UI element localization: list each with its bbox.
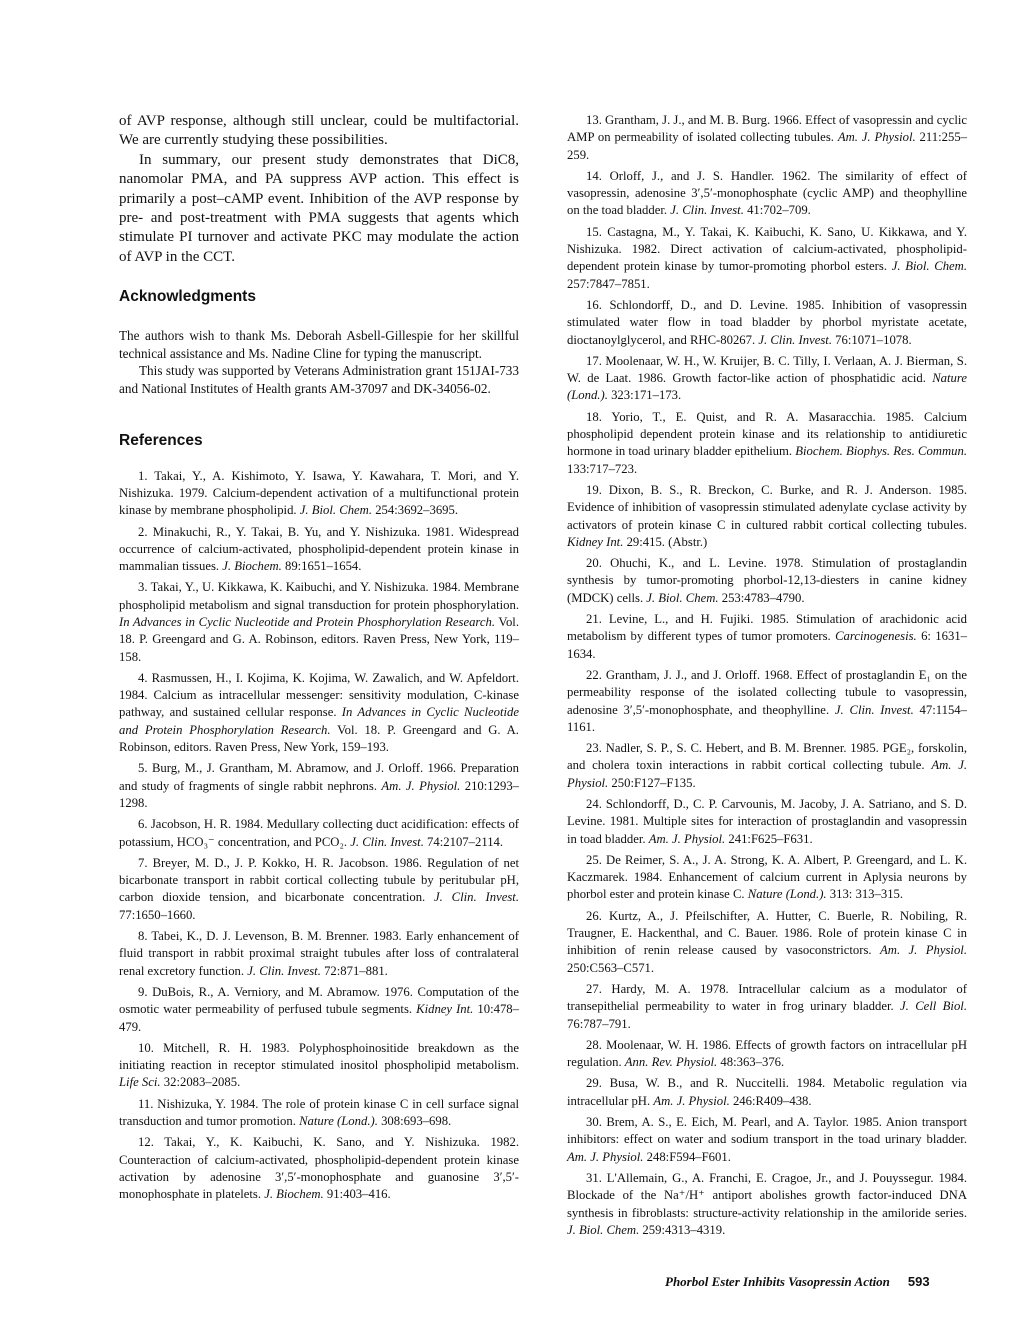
reference-journal: Life Sci. [119, 1075, 161, 1090]
funding-paragraph: This study was supported by Veterans Administration grant 151JAI-733 and National Institutes of Health grants AM-37097 and DK-34056-02. [119, 363, 519, 397]
reference-text: Jacobson, H. R. 1984. Medullary collecting duct acidification: effects of potassium, HCO₃⁻ concentration, and PCO₂. [119, 817, 520, 849]
reference-item [567, 981, 967, 1033]
reference-citation: 76:787–791. [567, 1016, 631, 1031]
reference-text: Castagna, M., Y. Takai, K. Kaibuchi, K. Sano, U. Kikkawa, and Y. Nishizuka. 1982. Direct activation of calcium-activated, phospholipid-dependent protein kinase by tumor-promoting phorbol esters. [567, 224, 967, 274]
left-column [119, 112, 519, 1208]
reference-journal: J. Clin. Invest. [670, 203, 744, 218]
reference-citation: 89:1651–1654. [284, 559, 362, 574]
reference-journal: Kidney Int. [567, 534, 624, 549]
reference-journal: J. Cell Biol. [900, 999, 968, 1014]
reference-citation: 257:7847–7851. [567, 276, 650, 291]
reference-journal: Am. J. Physiol. [880, 943, 968, 958]
reference-number: 7. [138, 855, 148, 870]
reference-citation: 47:1154–1161. [567, 702, 967, 734]
reference-citation: 48:363–376. [720, 1055, 785, 1070]
reference-item [119, 670, 519, 756]
reference-journal: J. Clin. Invest. [350, 834, 424, 849]
reference-number: 21. [586, 612, 602, 627]
reference-item [567, 1075, 967, 1110]
reference-citation: 323:171–173. [611, 388, 682, 403]
reference-journal: In Advances in Cyclic Nucleotide and Protein Phosphorylation Research. [119, 705, 519, 737]
reference-item [567, 112, 967, 164]
reference-number: 8. [138, 929, 148, 944]
reference-citation: 91:403–416. [326, 1187, 391, 1202]
reference-text: Kurtz, A., J. Pfeilschifter, A. Hutter, C. Buerle, R. Nobiling, R. Traugner, E. Hackenthal, and C. Bauer. 1986. Role of protein kinase C in inhibition of renin release caused by vasoconstrictors. [567, 908, 967, 958]
reference-journal: Nature (Lond.). [747, 887, 827, 902]
reference-text: Grantham, J. J., and J. Orloff. 1968. Effect of prostaglandin E₁ on the permeability response of the isolated collecting tubule to vasopressin, adenosine 3′,5′-monophosphate, and theophylline. [567, 667, 968, 717]
reference-citation: 254:3692–3695. [375, 503, 459, 518]
reference-text: De Reimer, S. A., J. A. Strong, K. A. Albert, P. Greengard, and L. K. Kaczmarek. 1984. Enhancement of calcium current in Aplysia neurons by phorbol ester and protein kinase C. [567, 852, 968, 902]
reference-item [567, 908, 967, 977]
reference-citation: 211:255–259. [567, 130, 968, 162]
reference-citation: 248:F594–F601. [646, 1149, 731, 1164]
reference-item [119, 816, 519, 851]
reference-journal: J. Clin. Invest. [434, 890, 519, 905]
reference-number: 13. [586, 113, 602, 127]
running-title: Phorbol Ester Inhibits Vasopressin Action [665, 1274, 890, 1289]
reference-number: 20. [586, 556, 602, 571]
reference-journal: J. Biol. Chem. [891, 259, 967, 274]
reference-citation: 74:2107–2114. [427, 834, 504, 849]
reference-item [567, 168, 967, 220]
reference-journal: J. Biol. Chem. [299, 503, 373, 518]
reference-citation: 241:F625–F631. [728, 831, 813, 846]
reference-number: 18. [586, 409, 602, 424]
reference-number: 9. [138, 984, 148, 999]
reference-number: 27. [586, 981, 602, 996]
reference-journal: J. Clin. Invest. [834, 702, 914, 717]
page-footer [665, 1274, 965, 1290]
reference-number: 29. [586, 1076, 602, 1091]
reference-journal: Nature (Lond.). [299, 1114, 378, 1129]
acknowledgments-paragraph: The authors wish to thank Ms. Deborah Asbell-Gillespie for her skillful technical assistance and Ms. Nadine Cline for typing the manuscript. [119, 328, 519, 361]
reference-item [119, 1040, 519, 1092]
reference-item [567, 852, 967, 904]
reference-text: Schlondorff, D., and D. Levine. 1985. Inhibition of vasopressin stimulated water flow in toad bladder by phorbol myristate acetate, dioctanoylglycerol, and RHC-80267. [567, 297, 968, 347]
reference-citation: 41:702–709. [747, 203, 811, 218]
reference-citation: 10:478–479. [119, 1002, 519, 1034]
reference-journal: J. Biochem. [264, 1187, 324, 1202]
reference-journal: Biochem. Biophys. Res. Commun. [795, 444, 967, 459]
reference-citation: 76:1071–1078. [835, 332, 912, 347]
reference-item [567, 611, 967, 663]
reference-citation: 313: 313–315. [829, 887, 904, 902]
reference-number: 2. [138, 524, 148, 539]
reference-item [567, 796, 967, 848]
reference-number: 25. [586, 852, 602, 867]
reference-number: 4. [138, 670, 148, 685]
reference-text: Tabei, K., D. J. Levenson, B. M. Brenner. 1983. Early enhancement of fluid transport in rabbit proximal straight tubules after loss of contralateral renal excretory function. [119, 929, 519, 978]
reference-text: Takai, Y., U. Kikkawa, K. Kaibuchi, and Y. Nishizuka. 1984. Membrane phospholipid metabolism and signal transduction for protein phosphorylation. [119, 580, 519, 612]
reference-text: Takai, Y., A. Kishimoto, Y. Isawa, Y. Kawahara, T. Mori, and Y. Nishizuka. 1979. Calcium-dependent activation of a multifunctional protein kinase by membrane phospholipid. [119, 468, 519, 518]
reference-item [119, 928, 519, 980]
reference-citation: 32:2083–2085. [163, 1075, 241, 1090]
reference-citation: 259:4313–4319. [642, 1222, 726, 1237]
reference-citation: 250:C563–C571. [567, 960, 655, 975]
reference-citation: 133:717–723. [567, 461, 638, 476]
reference-item [567, 740, 967, 792]
reference-item [567, 1037, 967, 1072]
reference-text: L'Allemain, G., A. Franchi, E. Cragoe, Jr., and J. Pouyssegur. 1984. Blockade of the Na⁺/H⁺ antiport abolishes growth factor-induced DNA synthesis in fibroblasts: structure-activity relationship in the amiloride series. [567, 1170, 968, 1220]
reference-number: 28. [586, 1037, 602, 1052]
reference-citation: Vol. 18. P. Greengard and G. A. Robinson, editors. Raven Press, New York, 159–193. [119, 722, 519, 755]
reference-journal: J. Biol. Chem. [567, 1222, 640, 1237]
reference-citation: 6: 1631–1634. [567, 629, 968, 661]
reference-list-right [567, 112, 967, 1239]
reference-text: Moolenaar, W. H., W. Kruijer, B. C. Tilly, I. Verlaan, A. J. Bierman, S. W. de Laat. 1986. Growth factor-like action of phosphatidic acid. [567, 353, 968, 386]
reference-item [119, 524, 519, 576]
reference-number: 31. [586, 1170, 602, 1185]
reference-citation: 77:1650–1660. [119, 907, 196, 922]
reference-citation: 210:1293–1298. [119, 778, 520, 810]
reference-number: 12. [138, 1135, 154, 1150]
references-heading: References [119, 431, 203, 449]
reference-number: 23. [586, 741, 602, 756]
reference-item [567, 555, 967, 607]
acknowledgments-heading: Acknowledgments [119, 288, 256, 306]
page-number: 593 [907, 1274, 930, 1289]
reference-text: Minakuchi, R., Y. Takai, B. Yu, and Y. Nishizuka. 1981. Widespread occurrence of calcium-activated, phospholipid-dependent protein kinase in mammalian tissues. [119, 524, 519, 574]
reference-item [567, 667, 967, 736]
reference-number: 19. [586, 482, 602, 497]
reference-journal: Am. J. Physiol. [837, 130, 916, 145]
reference-text: Schlondorff, D., C. P. Carvounis, M. Jacoby, J. A. Satriano, and S. D. Levine. 1981. Multiple sites for interaction of prostaglandin and vasopressin in toad bladder. [567, 796, 967, 846]
reference-item [119, 855, 519, 924]
summary-paragraph-continued: of AVP response, although still unclear, could be multifactorial. We are currently studying these possibilities. [119, 113, 519, 149]
reference-text: Busa, W. B., and R. Nuccitelli. 1984. Metabolic regulation via intracellular pH. [567, 1076, 967, 1108]
reference-number: 30. [586, 1115, 602, 1130]
reference-journal: Am. J. Physiol. [567, 758, 967, 790]
reference-item [119, 984, 519, 1036]
reference-item [119, 1134, 519, 1203]
reference-number: 26. [586, 908, 602, 923]
reference-item [567, 1114, 967, 1166]
reference-number: 5. [138, 761, 148, 776]
reference-item [567, 224, 967, 293]
reference-journal: Am. J. Physiol. [567, 1149, 644, 1164]
reference-journal: Am. J. Physiol. [381, 778, 461, 793]
reference-number: 14. [586, 168, 602, 183]
reference-item [119, 468, 519, 520]
reference-text: Dixon, B. S., R. Breckon, C. Burke, and R. J. Anderson. 1985. Evidence of inhibition of vasopressin stimulated adenylate cyclase activity by activators of protein kinase C in cultured rabbit cortical collecting tubules. [567, 482, 968, 532]
reference-citation: 308:693–698. [381, 1114, 452, 1129]
right-column [567, 112, 967, 1243]
reference-text: Breyer, M. D., J. P. Kokko, H. R. Jacobson. 1986. Regulation of net bicarbonate transport in rabbit cortical collecting tubule by peritubular pH, carbon dioxide tension, and bicarbonate concentration. [119, 855, 519, 905]
reference-journal: Carcinogenesis. [835, 629, 917, 644]
reference-citation: 250:F127–F135. [611, 775, 696, 790]
reference-journal: J. Clin. Invest. [758, 332, 832, 347]
reference-text: Nishizuka, Y. 1984. The role of protein kinase C in cell surface signal transduction and tumor promotion. [119, 1096, 520, 1129]
reference-journal: Kidney Int. [416, 1002, 474, 1017]
reference-list-left [119, 468, 519, 1204]
reference-text: Brem, A. S., E. Eich, M. Pearl, and A. Taylor. 1985. Anion transport inhibitors: effect on water and sodium transport in the toad urinary bladder. [567, 1115, 968, 1147]
reference-text: Ohuchi, K., and L. Levine. 1978. Stimulation of prostaglandin synthesis by tumor-promoting phorbol-12,13-diesters in canine kidney (MDCK) cells. [567, 556, 967, 605]
reference-item [119, 760, 519, 812]
reference-citation: 253:4783–4790. [721, 590, 805, 605]
reference-number: 22. [586, 667, 602, 682]
reference-number: 11. [138, 1096, 154, 1111]
reference-text: Orloff, J., and J. S. Handler. 1962. The similarity of effect of vasopressin, adenosine 3′,5′-monophosphate (cyclic AMP) and theophylline on the toad bladder. [567, 168, 967, 218]
reference-item [567, 482, 967, 551]
reference-journal: In Advances in Cyclic Nucleotide and Protein Phosphorylation Research. [119, 615, 496, 629]
reference-text: Levine, L., and H. Fujiki. 1985. Stimulation of arachidonic acid metabolism by different types of tumor promoters. [567, 612, 968, 644]
reference-number: 16. [586, 297, 602, 312]
reference-text: Mitchell, R. H. 1983. Polyphosphoinositide breakdown as the initiating reaction in receptor stimulated inositol phospholipid metabolism. [119, 1040, 519, 1073]
reference-number: 24. [586, 796, 602, 811]
reference-text: Hardy, M. A. 1978. Intracellular calcium as a modulator of transepithelial permeability to water in frog urinary bladder. [567, 981, 967, 1014]
reference-citation: 72:871–881. [324, 963, 388, 978]
reference-journal: J. Biol. Chem. [646, 590, 719, 605]
reference-text: DuBois, R., A. Verniory, and M. Abramow. 1976. Computation of the osmotic water permeability of perfused tubule segments. [119, 984, 520, 1017]
reference-text: Yorio, T., E. Quist, and R. A. Masaracchia. 1985. Calcium phospholipid dependent protein kinase and its relationship to antidiuretic hormone in toad urinary bladder epithelium. [567, 409, 967, 459]
summary-paragraph: In summary, our present study demonstrates that DiC8, nanomolar PMA, and PA suppress AVP action. This effect is primarily a post–cAMP event. Inhibition of the AVP response by pre- and post-treatment with PMA suggests that agents which stimulate PI turnover and activate PKC may modulate the action of AVP in the CCT. [119, 151, 519, 265]
reference-item [119, 579, 519, 665]
reference-journal: Am. J. Physiol. [653, 1093, 730, 1108]
reference-item [567, 297, 967, 349]
reference-text: Grantham, J. J., and M. B. Burg. 1966. Effect of vasopressin and cyclic AMP on permeability of isolated collecting tubules. [567, 113, 967, 145]
reference-citation: Vol. 18. P. Greengard and G. A. Robinson, editors. Raven Press, New York, 119–158. [119, 615, 519, 664]
reference-text: Nadler, S. P., S. C. Hebert, and B. M. Brenner. 1985. PGE₂, forskolin, and cholera toxin interactions in rabbit cortical collecting tubule. [567, 741, 967, 773]
reference-journal: Am. J. Physiol. [648, 831, 726, 846]
reference-text: Takai, Y., K. Kaibuchi, K. Sano, and Y. Nishizuka. 1982. Counteraction of calcium-activated, phospholipid-dependent protein kinase activation by adenosine 3′,5′-monophosphate and guanosine 3′,5′-monophosphate in platelets. [119, 1135, 519, 1202]
reference-number: 3. [138, 580, 148, 595]
reference-journal: J. Clin. Invest. [247, 963, 321, 978]
reference-journal: J. Biochem. [222, 559, 282, 574]
reference-text: Burg, M., J. Grantham, M. Abramow, and J. Orloff. 1966. Preparation and study of fragments of single rabbit nephrons. [119, 761, 519, 793]
reference-journal: Nature (Lond.). [567, 371, 967, 403]
reference-item [567, 1170, 967, 1239]
reference-number: 10. [138, 1040, 154, 1055]
reference-text: Rasmussen, H., I. Kojima, K. Kojima, W. Zawalich, and W. Apfeldort. 1984. Calcium as intracellular messenger: sensitivity modulation, C-kinase pathway, and sustained cellular response. [119, 670, 519, 720]
reference-number: 17. [586, 353, 602, 368]
reference-item [567, 353, 967, 405]
reference-item [119, 1096, 519, 1131]
reference-citation: 246:R409–438. [732, 1093, 812, 1108]
reference-number: 15. [586, 224, 602, 239]
reference-text: Moolenaar, W. H. 1986. Effects of growth factors on intracellular pH regulation. [567, 1037, 967, 1070]
reference-number: 1. [138, 468, 148, 483]
reference-number: 6. [138, 817, 148, 832]
reference-citation: 29:415. (Abstr.) [626, 534, 708, 549]
reference-item [567, 409, 967, 478]
reference-journal: Ann. Rev. Physiol. [624, 1055, 718, 1070]
